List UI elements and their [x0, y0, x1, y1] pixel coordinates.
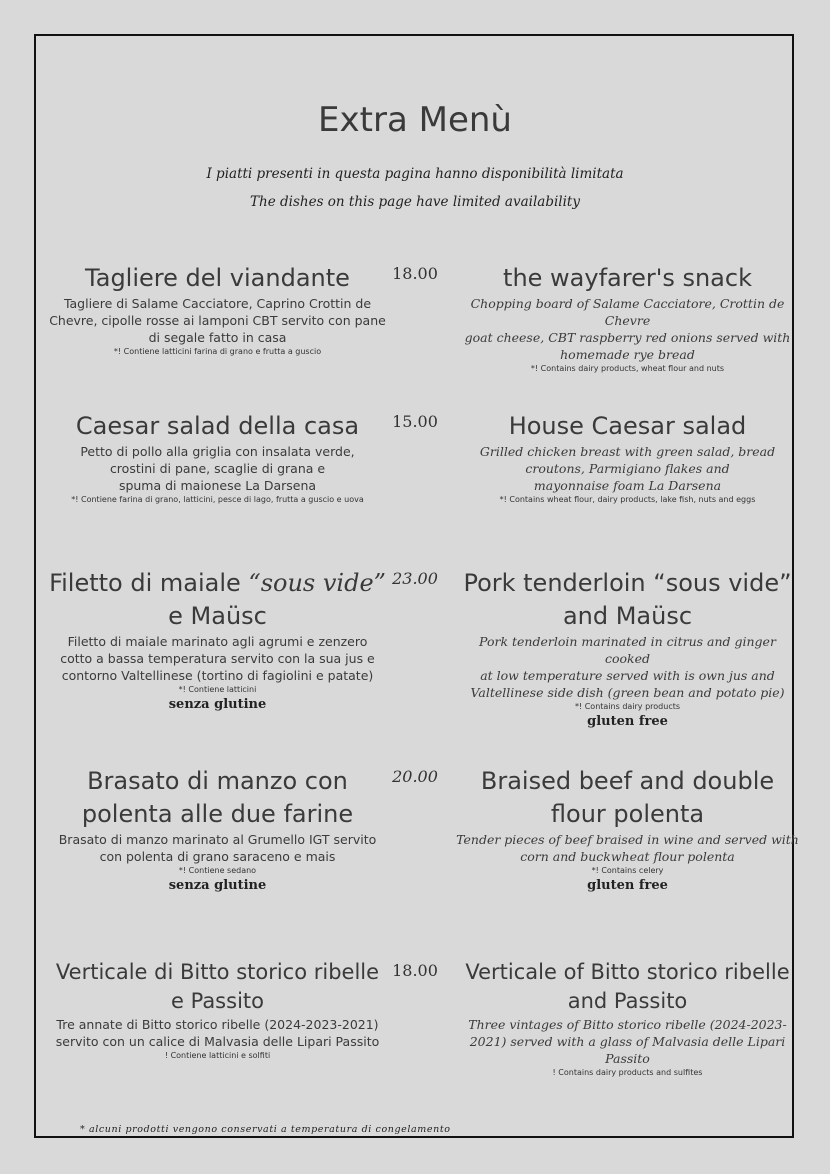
dish-description — [455, 633, 800, 701]
dish-name: Caesar salad della casa — [75, 412, 360, 440]
dish-name: Verticale of Bitto storico ribelle — [465, 960, 790, 984]
desc-line: Tre annate di Bitto storico ribelle (2024-2023-2021) — [56, 1017, 379, 1032]
dish-name: Tagliere del viandante — [85, 264, 350, 292]
dish-name-line-2: e Maüsc — [168, 602, 267, 630]
allergen-note: *! Contains dairy products — [574, 702, 681, 711]
desc-line: crostini di pane, scaglie di grana e — [109, 461, 326, 476]
dish-name: House Caesar salad — [508, 412, 747, 440]
dish-description — [40, 295, 395, 346]
desc-line: Chevre, cipolle rosse ai lamponi CBT servito con pane — [49, 313, 386, 328]
dish-description — [40, 831, 395, 865]
dish-description — [455, 295, 800, 363]
allergen-note: *! Contiene latticini farina di grano e frutta a guscio — [113, 347, 322, 356]
dish-name-line-2: and Passito — [567, 989, 688, 1013]
dish-description — [40, 443, 395, 494]
dish-name-line-2: and Maüsc — [562, 602, 693, 630]
dish-5-price: 18.00 — [392, 961, 438, 980]
desc-line: contorno Valtellinese (tortino di fagiolini e patate) — [61, 668, 374, 683]
desc-line: homemade rye bread — [560, 347, 695, 362]
desc-line: croutons, Parmigiano flakes and — [525, 461, 730, 476]
desc-line: Filetto di maiale marinato agli agrumi e zenzero — [67, 634, 368, 649]
gluten-free-label: senza glutine — [168, 878, 267, 893]
dish-name: the wayfarer's snack — [503, 264, 752, 292]
desc-line: Grilled chicken breast with green salad, bread — [479, 444, 776, 459]
dish-description — [455, 831, 800, 865]
dish-3-italian — [40, 567, 395, 712]
dish-name: Braised beef and double — [480, 767, 775, 795]
allergen-note: *! Contains wheat flour, dairy products, lake fish, nuts and eggs — [499, 495, 756, 504]
desc-line: Chopping board of Salame Cacciatore, Crottin de Chevre — [470, 296, 785, 328]
dish-name: Pork tenderloin “sous vide” — [463, 569, 792, 597]
desc-line: 2021) served with a glass of Malvasia delle Lipari Passito — [469, 1034, 786, 1066]
desc-line: Valtellinese side dish (green bean and potato pie) — [470, 685, 785, 700]
desc-line: Tender pieces of beef braised in wine and served with — [456, 832, 799, 847]
desc-line: Pork tenderloin marinated in citrus and ginger cooked — [479, 634, 776, 666]
desc-line: spuma di maionese La Darsena — [118, 478, 317, 493]
subtitle-english: The dishes on this page have limited availability — [250, 194, 580, 210]
gluten-free-label: senza glutine — [168, 697, 267, 712]
dish-name: Verticale di Bitto storico ribelle — [55, 960, 380, 984]
desc-line: corn and buckwheat flour polenta — [520, 849, 735, 864]
dish-1-italian — [40, 262, 395, 357]
desc-line: goat cheese, CBT raspberry red onions served with — [464, 330, 791, 345]
gluten-free-label: gluten free — [587, 714, 668, 729]
name-part: Filetto di maiale — [49, 569, 249, 597]
dish-4-english — [455, 765, 800, 893]
dish-2-italian — [40, 410, 395, 505]
desc-line: servito con un calice di Malvasia delle Lipari Passito — [55, 1034, 380, 1049]
allergen-note: *! Contains dairy products, wheat flour and nuts — [530, 364, 725, 373]
dish-2-price: 15.00 — [392, 412, 438, 431]
allergen-note: ! Contains dairy products and sulfites — [552, 1068, 703, 1077]
allergen-note: *! Contiene sedano — [178, 866, 257, 875]
desc-line: Brasato di manzo marinato al Grumello IGT servito — [58, 832, 377, 847]
dish-description — [40, 633, 395, 684]
dish-name-line-2: polenta alle due farine — [81, 800, 354, 828]
dish-description — [450, 1016, 805, 1067]
footer-note: * alcuni prodotti vengono conservati a temperatura di congelamento — [80, 1124, 451, 1135]
dish-description — [30, 1016, 405, 1050]
desc-line: con polenta di grano saraceno e mais — [99, 849, 336, 864]
page-title: Extra Menù — [318, 100, 512, 140]
desc-line: cotto a bassa temperatura servito con la sua jus e — [60, 651, 375, 666]
dish-3-price: 23.00 — [392, 569, 438, 588]
dish-1-english — [455, 262, 800, 374]
desc-line: at low temperature served with is own jus and — [480, 668, 775, 683]
dish-3-english — [455, 567, 800, 729]
dish-name-line-2: e Passito — [171, 989, 264, 1013]
allergen-note: ! Contiene latticini e solfiti — [164, 1051, 271, 1060]
desc-line: mayonnaise foam La Darsena — [533, 478, 722, 493]
desc-line: Petto di pollo alla griglia con insalata verde, — [80, 444, 355, 459]
allergen-note: *! Contains celery — [591, 866, 664, 875]
dish-5-english — [450, 958, 805, 1078]
allergen-note: *! Contiene latticini — [178, 685, 257, 694]
gluten-free-label: gluten free — [587, 878, 668, 893]
dish-5-italian — [30, 958, 405, 1061]
desc-line: Tagliere di Salame Cacciatore, Caprino Crottin de — [63, 296, 372, 311]
dish-description — [455, 443, 800, 494]
allergen-note: *! Contiene farina di grano, latticini, pesce di lago, frutta a guscio e uova — [71, 495, 364, 504]
dish-1-price: 18.00 — [392, 264, 438, 283]
dish-name: Brasato di manzo con — [87, 767, 348, 795]
dish-name — [40, 567, 395, 600]
dish-2-english — [455, 410, 800, 505]
desc-line: di segale fatto in casa — [148, 330, 287, 345]
desc-line: Three vintages of Bitto storico ribelle (2024-2023- — [468, 1017, 787, 1032]
subtitle-italian: I piatti presenti in questa pagina hanno disponibilità limitata — [206, 166, 624, 182]
name-accent: “sous vide” — [248, 569, 386, 597]
dish-name-line-2: flour polenta — [550, 800, 705, 828]
dish-4-price: 20.00 — [392, 767, 438, 786]
dish-4-italian — [40, 765, 395, 893]
